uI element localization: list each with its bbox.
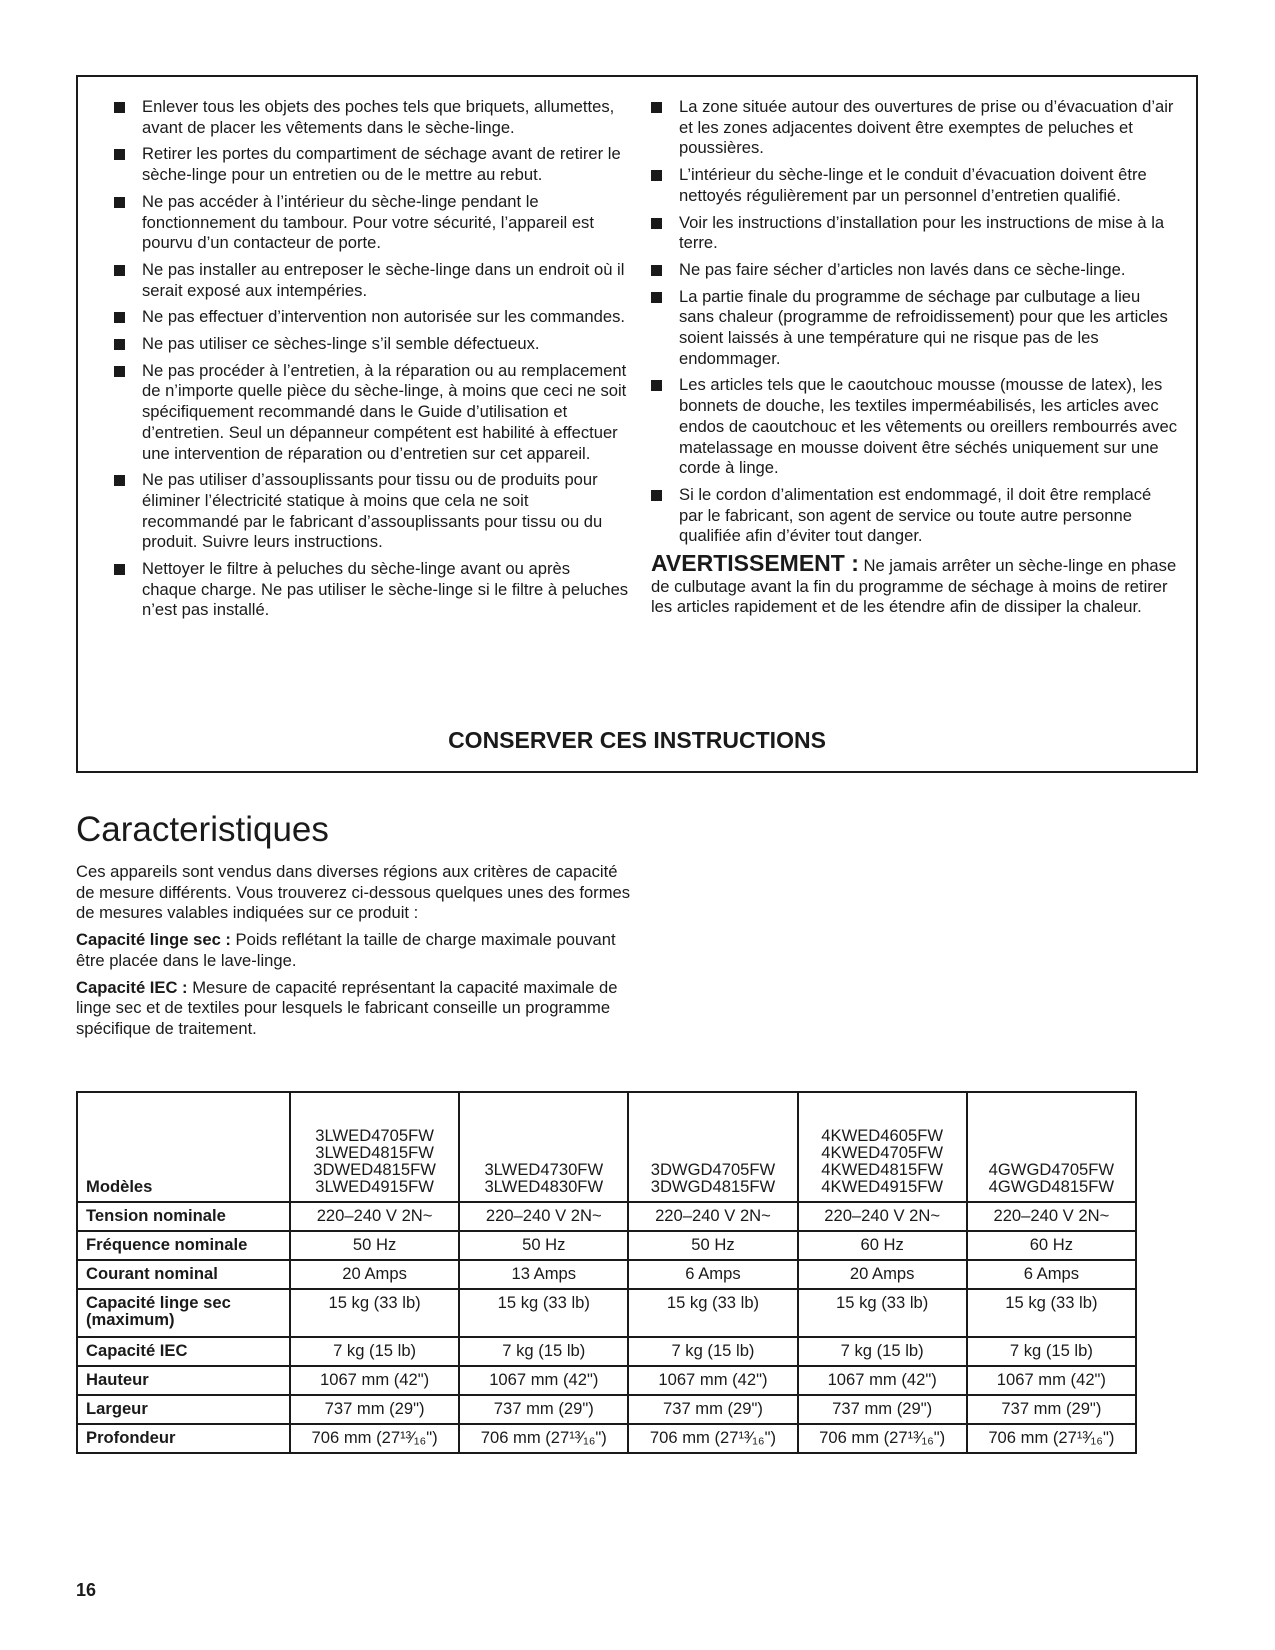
list-item <box>114 144 629 185</box>
table-row <box>77 1260 1136 1289</box>
list-item <box>114 334 629 355</box>
bullet-square-icon <box>651 170 662 181</box>
bullet-text: Les articles tels que le caoutchouc mousse (mousse de latex), les bonnets de douche, les textiles imperméabilisés, les articles avec endos de caoutchouc et les vêtements ou oreillers rembourrés avec matelassage en mousse doivent être séchés uniquement sur une corde à linge. <box>679 375 1178 478</box>
table-cell: 220–240 V 2N~ <box>798 1202 967 1231</box>
table-row <box>77 1424 1136 1453</box>
table-cell: 220–240 V 2N~ <box>290 1202 459 1231</box>
bullet-square-icon <box>651 265 662 276</box>
table-cell: 7 kg (15 lb) <box>798 1337 967 1366</box>
row-label: Tension nominale <box>77 1202 290 1231</box>
warning-paragraph <box>651 550 1178 618</box>
bullet-text: Ne pas accéder à l’intérieur du sèche-linge pendant le fonctionnement du tambour. Pour votre sécurité, l’appareil est pourvu d’un contacteur de porte. <box>142 191 594 253</box>
bullet-text: La zone située autour des ouvertures de prise ou d’évacuation d’air et les zones adjacentes doivent être exemptes de peluches et poussières. <box>679 97 1174 158</box>
table-cell: 220–240 V 2N~ <box>967 1202 1136 1231</box>
model-cell: 3LWED4705FW 3LWED4815FW 3DWED4815FW 3LWED4915FW <box>290 1092 459 1202</box>
table-cell: 1067 mm (42") <box>967 1366 1136 1395</box>
table-row <box>77 1231 1136 1260</box>
list-item <box>114 260 629 301</box>
bullet-square-icon <box>114 149 125 160</box>
list-item <box>651 165 1178 206</box>
table-cell: 706 mm (27¹³⁄₁₆") <box>290 1424 459 1453</box>
table-cell: 13 Amps <box>459 1260 628 1289</box>
list-item <box>114 470 629 553</box>
bullet-text: Ne pas installer au entreposer le sèche-linge dans un endroit où il serait exposé aux intempéries. <box>142 259 625 300</box>
iec-capacity-label: Capacité IEC : <box>76 977 188 997</box>
table-cell: 1067 mm (42") <box>798 1366 967 1395</box>
row-label: Courant nominal <box>77 1260 290 1289</box>
table-cell: 737 mm (29") <box>290 1395 459 1424</box>
table-cell: 706 mm (27¹³⁄₁₆") <box>628 1424 797 1453</box>
dry-capacity-label: Capacité linge sec : <box>76 930 231 950</box>
bullet-square-icon <box>651 292 662 303</box>
header-label-cell: Modèles <box>77 1092 290 1202</box>
bullet-square-icon <box>651 380 662 391</box>
table-cell: 1067 mm (42") <box>628 1366 797 1395</box>
table-cell: 706 mm (27¹³⁄₁₆") <box>459 1424 628 1453</box>
bullet-text: Ne pas procéder à l’entretien, à la réparation ou au remplacement de n’importe quelle pièce du sèche-linge, à moins que ceci ne soit spécifiquement recommandé dans le Guide d’utilisation et d’entretien. Seul un dépanneur compétent est habilité à effectuer une intervention de réparation ou d’entretien sur cet appareil. <box>142 360 627 463</box>
specs-intro <box>76 862 636 1046</box>
bullet-square-icon <box>651 490 662 501</box>
list-item <box>651 213 1178 254</box>
table-cell: 737 mm (29") <box>459 1395 628 1424</box>
list-item <box>651 485 1178 547</box>
bullet-text: Nettoyer le filtre à peluches du sèche-linge avant ou après chaque charge. Ne pas utiliser le sèche-linge si le filtre à peluches n’est pas installé. <box>142 559 629 620</box>
table-cell: 60 Hz <box>798 1231 967 1260</box>
page-number: 16 <box>76 1580 97 1600</box>
bullet-square-icon <box>114 102 125 113</box>
table-cell: 7 kg (15 lb) <box>967 1337 1136 1366</box>
specs-table <box>76 1091 1137 1454</box>
dry-capacity-text: Poids reflétant la taille de charge maximale pouvant être placée dans le lave-linge. <box>76 930 616 970</box>
row-label: Capacité linge sec (maximum) <box>77 1289 290 1337</box>
table-cell: 737 mm (29") <box>798 1395 967 1424</box>
keep-instructions-heading: CONSERVER CES INSTRUCTIONS <box>448 727 826 753</box>
list-item <box>114 97 629 138</box>
table-cell: 706 mm (27¹³⁄₁₆") <box>798 1424 967 1453</box>
table-cell: 15 kg (33 lb) <box>798 1289 967 1337</box>
table-cell: 15 kg (33 lb) <box>290 1289 459 1337</box>
list-item <box>114 559 629 621</box>
table-row <box>77 1366 1136 1395</box>
bullet-square-icon <box>651 102 662 113</box>
table-cell: 6 Amps <box>967 1260 1136 1289</box>
table-row <box>77 1337 1136 1366</box>
iec-capacity-text: Mesure de capacité représentant la capacité maximale de linge sec et de textiles pour lesquels le fabricant conseille un programme spécifique de traitement. <box>76 977 618 1038</box>
safety-right-list <box>651 97 1178 547</box>
row-label: Hauteur <box>77 1366 290 1395</box>
bullet-square-icon <box>114 339 125 350</box>
iec-capacity-paragraph <box>76 978 636 1040</box>
warning-title: AVERTISSEMENT : <box>651 550 859 577</box>
row-label: Profondeur <box>77 1424 290 1453</box>
table-cell: 1067 mm (42") <box>290 1366 459 1395</box>
bullet-square-icon <box>651 218 662 229</box>
bullet-square-icon <box>114 265 125 276</box>
row-label: Fréquence nominale <box>77 1231 290 1260</box>
bullet-text: Retirer les portes du compartiment de séchage avant de retirer le sèche-linge pour un entretien ou de le mettre au rebut. <box>142 144 621 185</box>
bullet-text: L’intérieur du sèche-linge et le conduit d’évacuation doivent être nettoyés régulièrement par un personnel d’entretien qualifié. <box>679 165 1147 205</box>
table-cell: 50 Hz <box>290 1231 459 1260</box>
table-cell: 737 mm (29") <box>967 1395 1136 1424</box>
bullet-text: La partie finale du programme de séchage par culbutage a lieu sans chaleur (programme de refroidissement) pour que les articles soient laissés à une température qui ne risque pas de les endommager. <box>679 286 1168 368</box>
intro-paragraph: Ces appareils sont vendus dans diverses régions aux critères de capacité de mesure différents. Vous trouverez ci-dessous quelques unes des formes de mesures valables indiquées sur ce produit : <box>76 862 631 923</box>
bullet-square-icon <box>114 197 125 208</box>
dry-capacity-paragraph <box>76 930 636 971</box>
table-cell: 220–240 V 2N~ <box>459 1202 628 1231</box>
table-cell: 7 kg (15 lb) <box>628 1337 797 1366</box>
bullet-square-icon <box>114 366 125 377</box>
list-item <box>651 260 1178 281</box>
table-cell: 737 mm (29") <box>628 1395 797 1424</box>
table-cell: 20 Amps <box>798 1260 967 1289</box>
table-cell: 50 Hz <box>628 1231 797 1260</box>
model-cell: 4KWED4605FW 4KWED4705FW 4KWED4815FW 4KWED4915FW <box>798 1092 967 1202</box>
bullet-text: Voir les instructions d’installation pour les instructions de mise à la terre. <box>679 212 1165 253</box>
list-item <box>114 192 629 254</box>
section-title: Caracteristiques <box>76 810 329 849</box>
model-cell: 4GWGD4705FW 4GWGD4815FW <box>967 1092 1136 1202</box>
safety-instructions-box <box>76 75 1198 773</box>
table-header-row <box>77 1092 1136 1202</box>
table-cell: 1067 mm (42") <box>459 1366 628 1395</box>
bullet-text: Ne pas faire sécher d’articles non lavés dans ce sèche-linge. <box>679 259 1126 279</box>
model-cell: 3DWGD4705FW 3DWGD4815FW <box>628 1092 797 1202</box>
table-cell: 6 Amps <box>628 1260 797 1289</box>
bullet-square-icon <box>114 564 125 575</box>
table-cell: 15 kg (33 lb) <box>628 1289 797 1337</box>
model-cell: 3LWED4730FW 3LWED4830FW <box>459 1092 628 1202</box>
table-row <box>77 1202 1136 1231</box>
warning-text: Ne jamais arrêter un sèche-linge en phase de culbutage avant la fin du programme de séchage à moins de retirer les articles rapidement et de les étendre afin de dissiper la chaleur. <box>651 556 1177 617</box>
safety-left-list <box>114 97 629 621</box>
list-item <box>114 361 629 465</box>
bullet-text: Ne pas utiliser d’assouplissants pour tissu ou de produits pour éliminer l’électricité statique à moins que cela ne soit recommandé par le fabricant d’assouplissants pour tissu ou du produit. Suivre leurs instructions. <box>142 470 603 552</box>
table-cell: 220–240 V 2N~ <box>628 1202 797 1231</box>
table-cell: 20 Amps <box>290 1260 459 1289</box>
list-item <box>651 287 1178 370</box>
row-label: Capacité IEC <box>77 1337 290 1366</box>
bullet-square-icon <box>114 312 125 323</box>
bullet-square-icon <box>114 475 125 486</box>
list-item <box>114 307 629 328</box>
table-cell: 15 kg (33 lb) <box>967 1289 1136 1337</box>
table-cell: 7 kg (15 lb) <box>290 1337 459 1366</box>
table-cell: 60 Hz <box>967 1231 1136 1260</box>
safety-left-column <box>114 97 629 627</box>
bullet-text: Ne pas effectuer d’intervention non autorisée sur les commandes. <box>142 307 626 327</box>
list-item <box>651 97 1178 159</box>
table-row <box>77 1395 1136 1424</box>
bullet-text: Si le cordon d’alimentation est endommagé, il doit être remplacé par le fabricant, son agent de service ou toute autre personne qualifiée afin d’éviter tout danger. <box>679 484 1152 546</box>
table-cell: 15 kg (33 lb) <box>459 1289 628 1337</box>
bullet-text: Ne pas utiliser ce sèches-linge s’il semble défectueux. <box>142 334 540 354</box>
safety-right-column <box>651 97 1178 618</box>
list-item <box>651 375 1178 479</box>
table-cell: 50 Hz <box>459 1231 628 1260</box>
table-cell: 706 mm (27¹³⁄₁₆") <box>967 1424 1136 1453</box>
table-row <box>77 1289 1136 1337</box>
row-label: Largeur <box>77 1395 290 1424</box>
table-cell: 7 kg (15 lb) <box>459 1337 628 1366</box>
bullet-text: Enlever tous les objets des poches tels que briquets, allumettes, avant de placer les vêtements dans le sèche-linge. <box>142 97 615 137</box>
